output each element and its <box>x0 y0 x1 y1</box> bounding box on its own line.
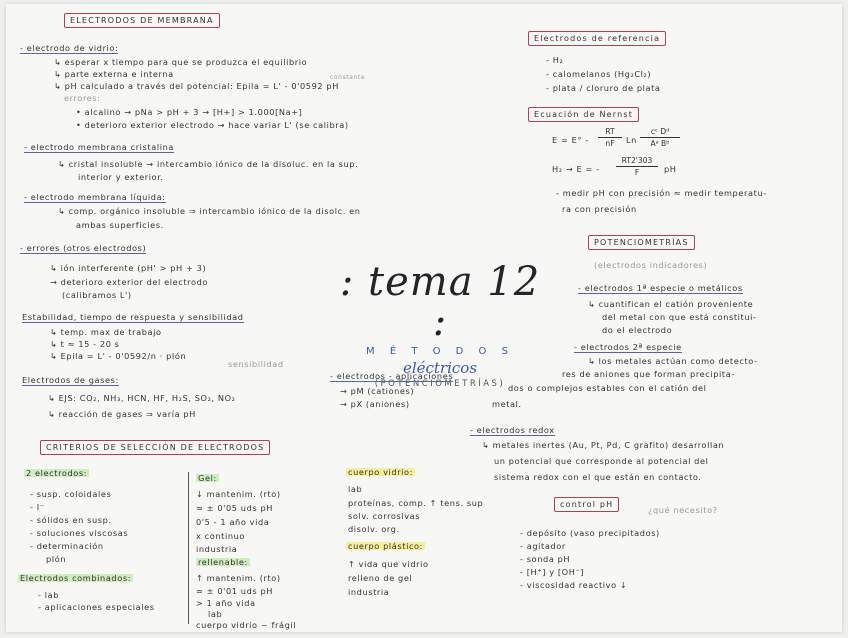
subtitle-potenciometrias: (POTENCIOMETRÍAS) <box>374 379 506 389</box>
main-title: : tema 12 : <box>339 259 541 345</box>
gel-item-1: ↓ mantenim. (rto) <box>196 489 281 499</box>
gel-item-3: 0'5 - 1 año vida <box>196 517 270 527</box>
cuerpo-plastico-heading: cuerpo plástico: <box>348 541 424 551</box>
redox-line-3: sistema redox con el que están en contacto. <box>494 472 702 482</box>
especie1-line-3: do el electrodo <box>602 325 673 335</box>
combinados-item-1: - lab <box>38 590 60 600</box>
errores-line-2: → deterioro exterior del electrodo <box>50 277 208 287</box>
membrana-header: ELECTRODOS DE MEMBRANA <box>64 13 220 28</box>
nernst-eq1-num2: cᶜ Dᵈ <box>650 127 670 136</box>
especie1-heading: - electrodos 1ª especie o metálicos <box>578 283 743 293</box>
estabilidad-heading: Estabilidad, tiempo de respuesta y sensibilidad <box>22 312 244 322</box>
control-item-1: - depósito (vaso precipitados) <box>520 528 660 538</box>
vidrio-constante-note: constante <box>330 74 366 81</box>
nernst-header: Ecuación de Nernst <box>528 107 639 122</box>
gel-item-2: ≃ ± 0'05 uds pH <box>196 503 274 513</box>
nernst-eq2-left: H₂ → E = - <box>552 164 600 174</box>
aplicaciones-heading: - electrodos - aplicaciones <box>330 371 454 381</box>
nernst-eq2-num: RT2'303 <box>621 156 653 165</box>
nernst-eq1-frac1 <box>598 127 622 148</box>
fraction-bar <box>598 137 622 138</box>
potenciometrias-subtitle: (electrodos indicadores) <box>594 260 708 270</box>
especie2-line-3: dos o complejos estables con el catión del <box>508 383 707 393</box>
errores-line-1: ↳ ión interferente (pH' > pH + 3) <box>50 263 207 273</box>
redox-line-1: ↳ metales inertes (Au, Pt, Pd, C grafito) desarrollan <box>482 440 725 450</box>
vidrio-line-2: ↳ parte externa e interna <box>54 69 174 79</box>
control-item-2: - agitador <box>520 541 566 551</box>
cuerpo-vidrio-heading: cuerpo vidrio: <box>348 467 414 477</box>
vidrio-line-3: ↳ pH calculado a través del potencial: Epila = L' - 0'0592 pH <box>54 81 339 91</box>
gases-heading: Electrodos de gases: <box>22 375 119 385</box>
especie1-line-2: del metal con que está constitui- <box>602 312 757 322</box>
fraction-bar <box>616 166 658 167</box>
nernst-eq1-den: nF <box>605 139 615 148</box>
cuerpo-plastico-item-3: industria <box>348 587 390 597</box>
nernst-eq2-right: pH <box>664 164 677 174</box>
combinados-item-2: - aplicaciones especiales <box>38 602 155 612</box>
control-item-4: - [H⁺] y [OH⁻] <box>520 567 585 577</box>
cristalina-heading: - electrodo membrana cristalina <box>24 142 174 152</box>
referencia-item-2: - calomelanos (Hg₂Cl₂) <box>546 69 652 79</box>
dos-electrodos-item-2: - I⁻ <box>30 502 45 512</box>
nernst-eq1-left: E = E° - <box>552 135 589 145</box>
gases-line-1: ↳ EJS: CO₂, NH₃, HCN, HF, H₂S, SO₂, NO₂ <box>48 393 236 403</box>
vidrio-bullet-2: • deterioro exterior electrodo → hace variar L' (se calibra) <box>76 120 349 130</box>
liquida-line-2: ambas superficies. <box>76 220 164 230</box>
cristalina-line-1: ↳ cristal insoluble → intercambio iónico de la disoluc. en la sup. <box>58 159 359 169</box>
aplicaciones-line-2: → pX (aniones) <box>340 399 410 409</box>
title-block <box>335 259 545 389</box>
subtitle-metodos: M É T O D O S <box>366 346 514 357</box>
redox-line-2: un potencial que corresponde al potencial del <box>494 456 709 466</box>
vidrio-bullet-1: • alcalino → pNa > pH + 3 → [H+] > 1.000[Na+] <box>76 107 303 117</box>
dos-electrodos-item-3: - sólidos en susp. <box>30 515 112 525</box>
sensibilidad-note: sensibilidad <box>228 359 284 369</box>
estabilidad-line-3: ↳ Epila = L' - 0'0592/n · pIón <box>50 351 187 361</box>
rellenable-item-1: ↑ mantenim. (rto) <box>196 573 281 583</box>
aplicaciones-line-1: → pM (cationes) <box>340 386 415 396</box>
cuerpo-plastico-item-1: ↑ vida que vidrio <box>348 559 429 569</box>
nernst-eq2-den: F <box>634 168 640 177</box>
errores-line-3: (calibramos L') <box>62 290 132 300</box>
liquida-heading: - electrodo membrana líquida: <box>24 192 166 202</box>
cuerpo-vidrio-item-2: proteínas, comp. ↑ tens. sup <box>348 498 484 508</box>
cristalina-line-2: interior y exterior. <box>78 172 164 182</box>
cuerpo-vidrio-item-3: solv. corrosivas <box>348 511 421 521</box>
vidrio-heading: - electrodo de vidrio: <box>20 43 119 53</box>
especie2-line-4: metal. <box>492 399 522 409</box>
control-ph-header: control pH <box>554 497 619 512</box>
referencia-header: Electrodos de referencia <box>528 31 666 46</box>
vidrio-errores-note: errores: <box>64 93 101 103</box>
especie1-line-1: ↳ cuantifican el catión proveniente <box>588 299 754 309</box>
gases-line-2: ↳ reacción de gases ⇒ varía pH <box>48 409 196 419</box>
dos-electrodos-heading: 2 electrodos: <box>26 468 88 478</box>
nernst-line-2: ra con precisión <box>562 204 637 214</box>
gel-item-4: x continuo <box>196 531 246 541</box>
fraction-bar <box>640 137 680 138</box>
nernst-eq1-den2: Aᵃ Bᵇ <box>650 139 670 148</box>
liquida-line-1: ↳ comp. orgánico insoluble ⇒ intercambio iónico de la disolc. en <box>58 206 361 216</box>
rellenable-item-5: cuerpo vidrio ~ frágil <box>196 620 297 630</box>
criterios-header: CRITERIOS DE SELECCIÓN DE ELECTRODOS <box>40 440 270 455</box>
cuerpo-vidrio-item-4: disolv. org. <box>348 524 400 534</box>
nernst-eq1-num: RT <box>605 127 615 136</box>
nernst-eq2-frac <box>616 156 658 177</box>
dos-electrodos-item-4: - soluciones viscosas <box>30 528 129 538</box>
estabilidad-line-2: ↳ t ≈ 15 - 20 s <box>50 339 120 349</box>
nernst-eq1-frac2 <box>640 127 680 148</box>
nernst-line-1: - medir pH con precisión ≈ medir temperatu- <box>556 188 767 198</box>
rellenable-item-2: ≃ ± 0'01 uds pH <box>196 586 274 596</box>
vidrio-line-1: ↳ esperar x tiempo para que se produzca el equilibrio <box>54 57 308 67</box>
cuerpo-vidrio-item-1: lab <box>348 484 363 494</box>
rellenable-heading: rellenable: <box>198 557 248 567</box>
nernst-eq1-ln: Ln <box>626 135 637 145</box>
referencia-item-3: - plata / cloruro de plata <box>546 83 661 93</box>
combinados-heading: Electrodos combinados: <box>20 573 132 583</box>
estabilidad-line-1: ↳ temp. max de trabajo <box>50 327 162 337</box>
especie2-line-2: res de aniones que forman precipita- <box>562 369 735 379</box>
especie2-heading: - electrodos 2ª especie <box>574 342 682 352</box>
dos-electrodos-item-6: pIón <box>46 554 67 564</box>
dos-electrodos-item-1: - susp. coloidales <box>30 489 112 499</box>
errores-heading: - errores (otros electrodos) <box>20 243 147 253</box>
subtitle-electricos: eléctricos <box>402 359 478 377</box>
control-item-5: - viscosidad reactivo ↓ <box>520 580 628 590</box>
column-divider <box>188 472 189 624</box>
gel-heading: Gel: <box>198 473 217 483</box>
redox-heading: - electrodos redox <box>470 425 555 435</box>
gel-item-5: industria <box>196 544 238 554</box>
referencia-item-1: - H₂ <box>546 55 564 65</box>
dos-electrodos-item-5: - determinación <box>30 541 104 551</box>
rellenable-item-3: > 1 año vida <box>196 598 256 608</box>
rellenable-item-4: lab <box>208 609 223 619</box>
cuerpo-plastico-item-2: relleno de gel <box>348 573 413 583</box>
especie2-line-1: ↳ los metales actúan como detecto- <box>588 356 758 366</box>
control-item-3: - sonda pH <box>520 554 571 564</box>
control-ph-note: ¿qué necesito? <box>648 505 718 515</box>
potenciometrias-header: POTENCIOMETRÍAS <box>588 235 695 250</box>
